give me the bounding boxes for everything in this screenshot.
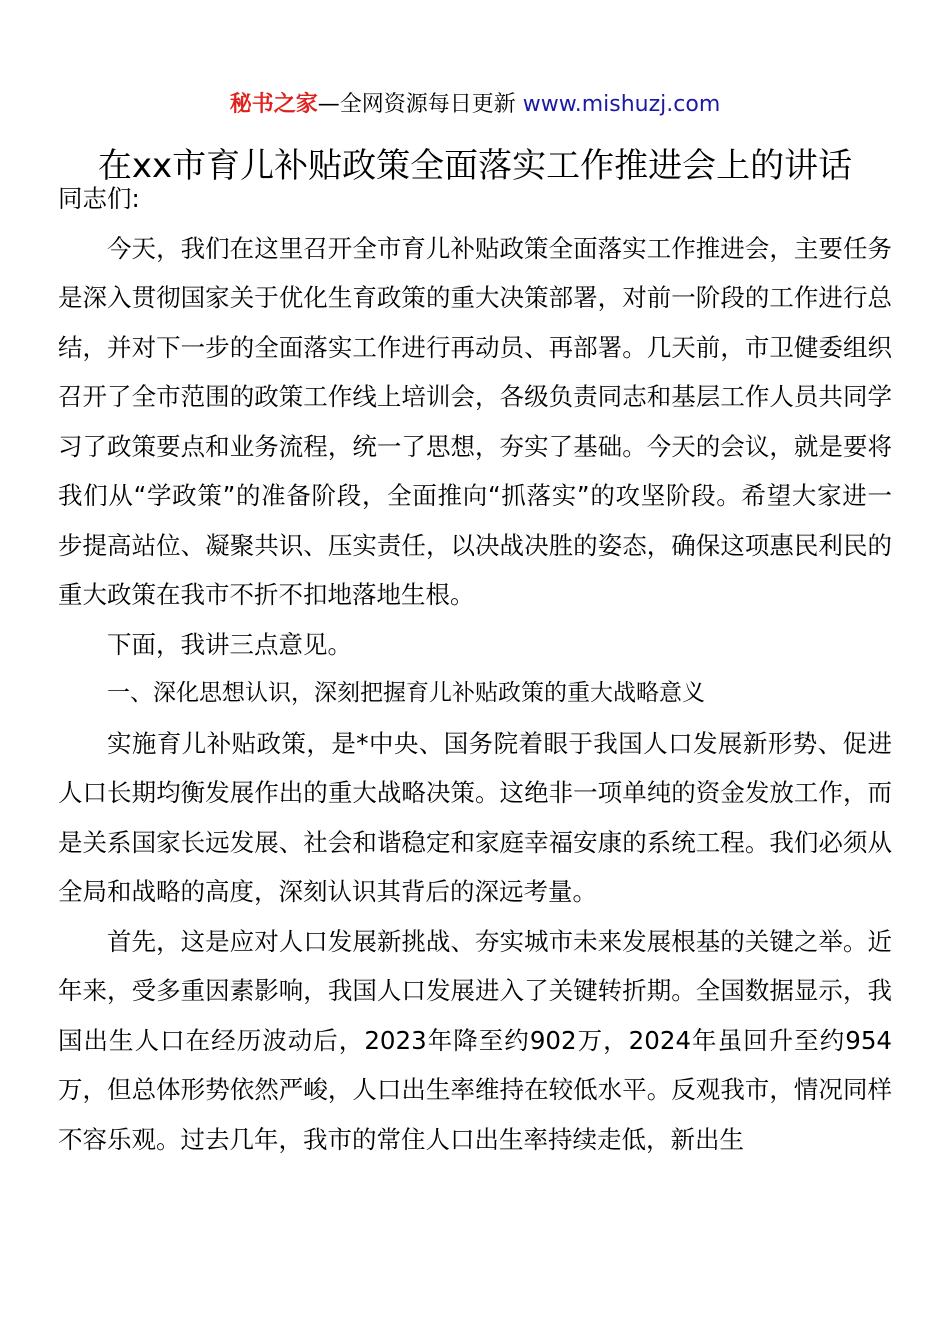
paragraph-population: 首先，这是应对人口发展新挑战、夯实城市未来发展根基的关键之举。近年来，受多重因素影响，我国人口发展进入了关键转折期。全国数据显示，我国出生人口在经历波动后，2023年降至约902万，2024年虽回升至约954万，但总体形势依然严峻，人口出生率维持在较低水平。反观我市，情况同样不容乐观。过去几年，我市的常住人口出生率持续走低，新出生 <box>58 926 892 1154</box>
paragraph-significance: 实施育儿补贴政策，是*中央、国务院着眼于我国人口发展新形势、促进人口长期均衡发展作出的重大战略决策。这绝非一项单纯的资金发放工作，而是关系国家长远发展、社会和谐稳定和家庭幸福安康的系统工程。我们必须从全局和战略的高度，深刻认识其背后的深远考量。 <box>58 728 892 906</box>
document-title: 在xx市育儿补贴政策全面落实工作推进会上的讲话 <box>97 146 853 186</box>
paragraph-intro: 今天，我们在这里召开全市育儿补贴政策全面落实工作推进会，主要任务是深入贯彻国家关于优化生育政策的重大决策部署，对前一阶段的工作进行总结，并对下一步的全面落实工作进行再动员、再部署。几天前，市卫健委组织召开了全市范围的政策工作线上培训会，各级负责同志和基层工作人员共同学习了政策要点和业务流程，统一了思想，夯实了基础。今天的会议，就是要将我们从“学政策”的准备阶段，全面推向“抓落实”的攻坚阶段。希望大家进一步提高站位、凝聚共识、压实责任，以决战决胜的姿态，确保这项惠民利民的重大政策在我市不折不扣地落地生根。 <box>58 233 892 609</box>
header-dash: — <box>317 92 340 117</box>
salutation: 同志们: <box>58 184 140 213</box>
paragraph-transition: 下面，我讲三点意见。 <box>107 629 352 659</box>
header-tagline: 全网资源每日更新 <box>339 92 516 117</box>
brand-name: 秘书之家 <box>229 92 318 117</box>
document-body <box>58 174 892 1164</box>
section-heading-1: 一、深化思想认识，深刻把握育儿补贴政策的重大战略意义 <box>107 680 705 706</box>
site-header <box>0 88 950 122</box>
site-url-link[interactable]: www.mishuzj.com <box>522 92 721 117</box>
